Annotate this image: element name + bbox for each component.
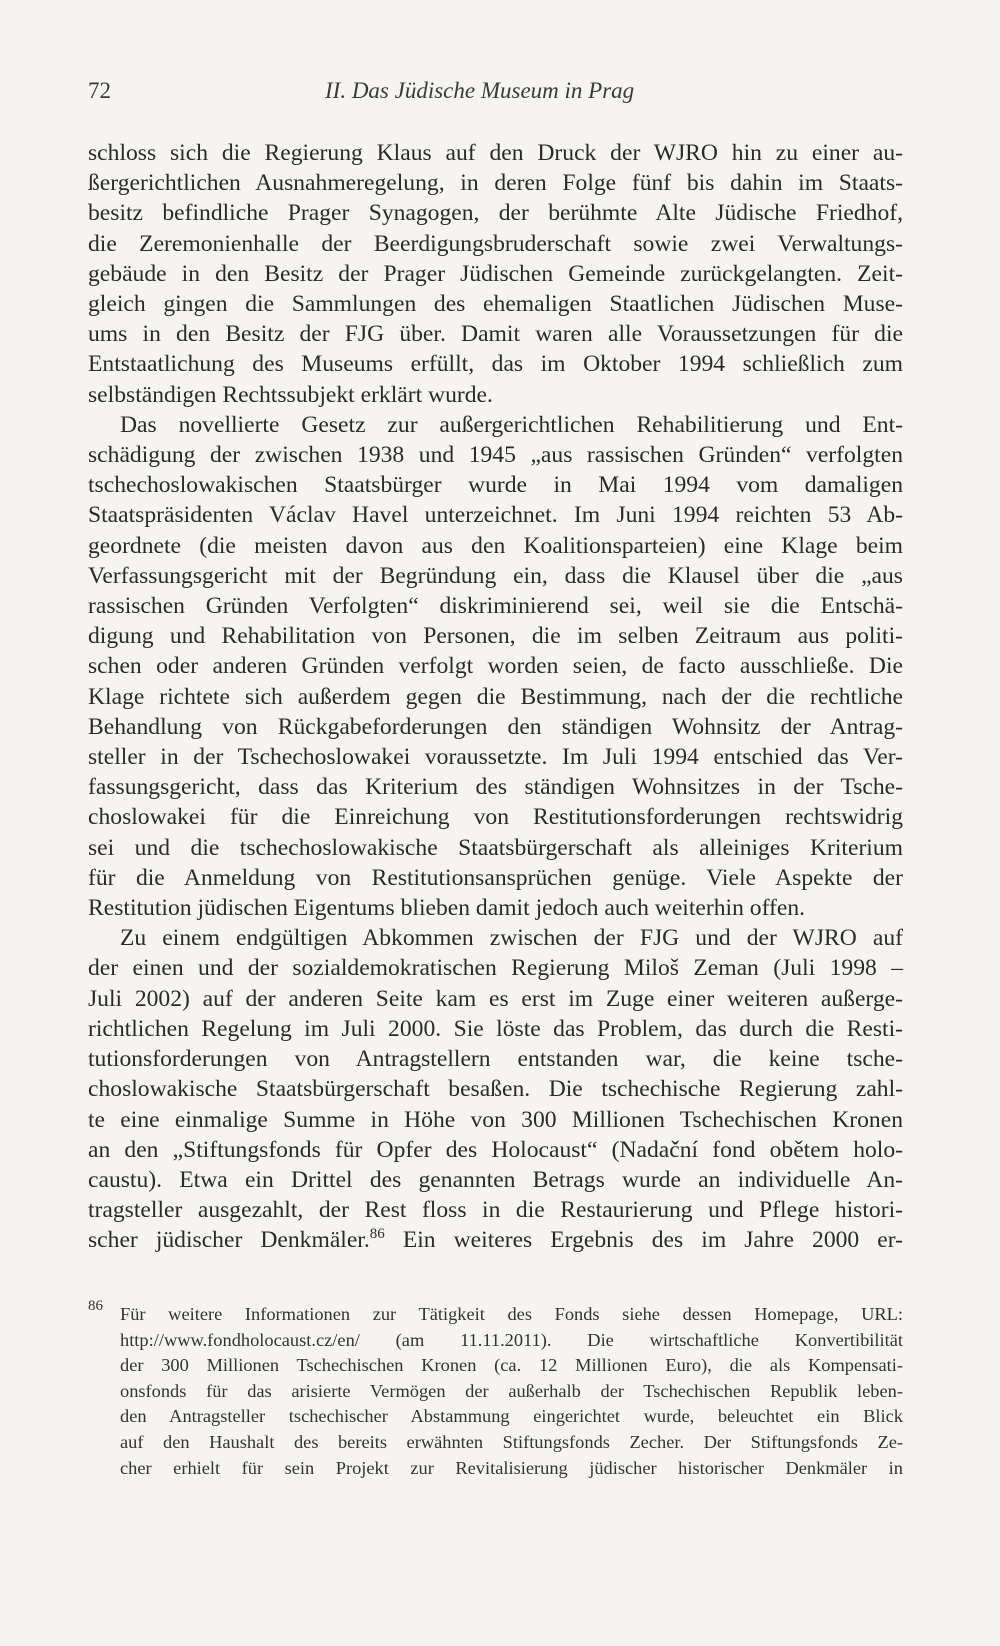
paragraph bbox=[88, 923, 903, 1255]
footnote-number: 86 bbox=[88, 1298, 103, 1314]
text-line: steller in der Tschechoslowakei voraussetzte. Im Juli 1994 entschied das Ver- bbox=[88, 744, 903, 771]
footnote-line: onsfonds für das arisierte Vermögen der außerhalb der Tschechischen Republik leben- bbox=[120, 1380, 903, 1401]
text-line: ßergerichtlichen Ausnahmeregelung, in deren Folge fünf bis dahin im Staats- bbox=[88, 170, 903, 197]
text-line: an den „Stiftungsfonds für Opfer des Holocaust“ (Nadační fond obětem holo- bbox=[88, 1136, 903, 1163]
text-line: selbständigen Rechtssubjekt erklärt wurde. bbox=[88, 381, 493, 408]
text-line: choslowakei für die Einreichung von Restitutionsforderungen rechtswidrig bbox=[88, 804, 903, 831]
text-line: die Zeremonienhalle der Beerdigungsbruderschaft sowie zwei Verwaltungs- bbox=[88, 230, 903, 257]
text-line: Behandlung von Rückgabeforderungen den ständigen Wohnsitz der Antrag- bbox=[88, 713, 903, 740]
text-line: Restitution jüdischen Eigentums blieben damit jedoch auch weiterhin offen. bbox=[88, 895, 806, 922]
text-line: schen oder anderen Gründen verfolgt worden seien, de facto ausschließe. Die bbox=[88, 653, 903, 680]
footnote-body bbox=[120, 1302, 903, 1481]
text-line: geordnete (die meisten davon aus den Koalitionsparteien) eine Klage beim bbox=[88, 532, 903, 559]
footnote-line: cher erhielt für sein Projekt zur Revitalisierung jüdischer historischer Denkmäler in bbox=[120, 1457, 903, 1478]
text-line: richtlichen Regelung im Juli 2000. Sie löste das Problem, das durch die Resti- bbox=[88, 1015, 903, 1042]
paragraph bbox=[88, 138, 903, 410]
text-line: sei und die tschechoslowakische Staatsbürgerschaft als alleiniges Kriterium bbox=[88, 834, 903, 861]
text-line: choslowakische Staatsbürgerschaft besaßen. Die tschechische Regierung zahl- bbox=[88, 1076, 903, 1103]
text-line: tutionsforderungen von Antragstellern entstanden war, die keine tsche- bbox=[88, 1046, 903, 1073]
text-line: caustu). Etwa ein Drittel des genannten Betrags wurde an individuelle An- bbox=[88, 1166, 903, 1193]
text-line: fassungsgericht, dass das Kriterium des ständigen Wohnsitzes in der Tsche- bbox=[88, 774, 903, 801]
text-line: tragsteller ausgezahlt, der Rest floss in die Restaurierung und Pflege histori- bbox=[88, 1197, 903, 1224]
footnote-line: http://www.fondholocaust.cz/en/ (am 11.11.2011). Die wirtschaftliche Konvertibilität bbox=[120, 1329, 903, 1350]
text-segment: scher jüdischer Denkmäler. bbox=[88, 1227, 370, 1254]
text-line: für die Anmeldung von Restitutionsansprüchen genüge. Viele Aspekte der bbox=[88, 864, 903, 891]
footnote-line: den Antragsteller tschechischer Abstammung eingerichtet wurde, beleuchtet ein Blick bbox=[120, 1406, 903, 1427]
text-line: te eine einmalige Summe in Höhe von 300 Millionen Tschechischen Kronen bbox=[88, 1106, 903, 1133]
text-line: digung und Rehabilitation von Personen, die im selben Zeitraum aus politi- bbox=[88, 623, 903, 650]
text-line: gebäude in den Besitz der Prager Jüdischen Gemeinde zurückgelangten. Zeit- bbox=[88, 260, 903, 287]
text-line: besitz befindliche Prager Synagogen, der berühmte Alte Jüdische Friedhof, bbox=[88, 200, 903, 227]
text-line: tschechoslowakischen Staatsbürger wurde in Mai 1994 vom damaligen bbox=[88, 472, 903, 499]
paragraph bbox=[88, 410, 903, 923]
text-line: ums in den Besitz der FJG über. Damit waren alle Voraussetzungen für die bbox=[88, 321, 903, 348]
footnote-line: Für weitere Informationen zur Tätigkeit des Fonds siehe dessen Homepage, URL: bbox=[120, 1304, 903, 1324]
text-line: gleich gingen die Sammlungen des ehemaligen Staatlichen Jüdischen Muse- bbox=[88, 291, 903, 318]
text-line: Das novellierte Gesetz zur außergerichtlichen Rehabilitierung und Ent- bbox=[120, 411, 903, 438]
text-segment: Ein weiteres Ergebnis des im Jahre 2000 er- bbox=[384, 1227, 903, 1254]
text-line: Juli 2002) auf der anderen Seite kam es erst im Zuge einer weiteren außerge- bbox=[88, 985, 903, 1012]
footnote-reference: 86 bbox=[369, 1226, 385, 1243]
running-title: II. Das Jüdische Museum in Prag bbox=[325, 78, 635, 103]
text-line: Staatspräsidenten Václav Havel unterzeichnet. Im Juni 1994 reichten 53 Ab- bbox=[88, 502, 903, 529]
page-header bbox=[88, 74, 903, 114]
text-line: der einen und der sozialdemokratischen Regierung Miloš Zeman (Juli 1998 – bbox=[88, 955, 903, 982]
footnote-line: auf den Haushalt des bereits erwähnten Stiftungsfonds Zecher. Der Stiftungsfonds Ze- bbox=[120, 1431, 903, 1452]
text-line: rassischen Gründen Verfolgten“ diskriminierend sei, weil sie die Entschä- bbox=[88, 593, 903, 620]
text-line: schädigung der zwischen 1938 und 1945 „aus rassischen Gründen“ verfolgten bbox=[88, 442, 903, 469]
footnotes bbox=[88, 1298, 903, 1481]
body-text bbox=[88, 138, 903, 1256]
text-line: schloss sich die Regierung Klaus auf den Druck der WJRO hin zu einer au- bbox=[88, 140, 903, 166]
text-line: Klage richtete sich außerdem gegen die Bestimmung, nach der die rechtliche bbox=[88, 683, 903, 710]
text-line: Entstaatlichung des Museums erfüllt, das im Oktober 1994 schließlich zum bbox=[88, 351, 903, 378]
footnote-line: der 300 Millionen Tschechischen Kronen (ca. 12 Millionen Euro), die als Kompensati- bbox=[120, 1355, 903, 1376]
text-line: Verfassungsgericht mit der Begründung ein, dass die Klausel über die „aus bbox=[88, 562, 903, 589]
text-line bbox=[88, 1225, 903, 1255]
text-line: Zu einem endgültigen Abkommen zwischen der FJG und der WJRO auf bbox=[120, 925, 903, 952]
page-number: 72 bbox=[88, 78, 111, 103]
